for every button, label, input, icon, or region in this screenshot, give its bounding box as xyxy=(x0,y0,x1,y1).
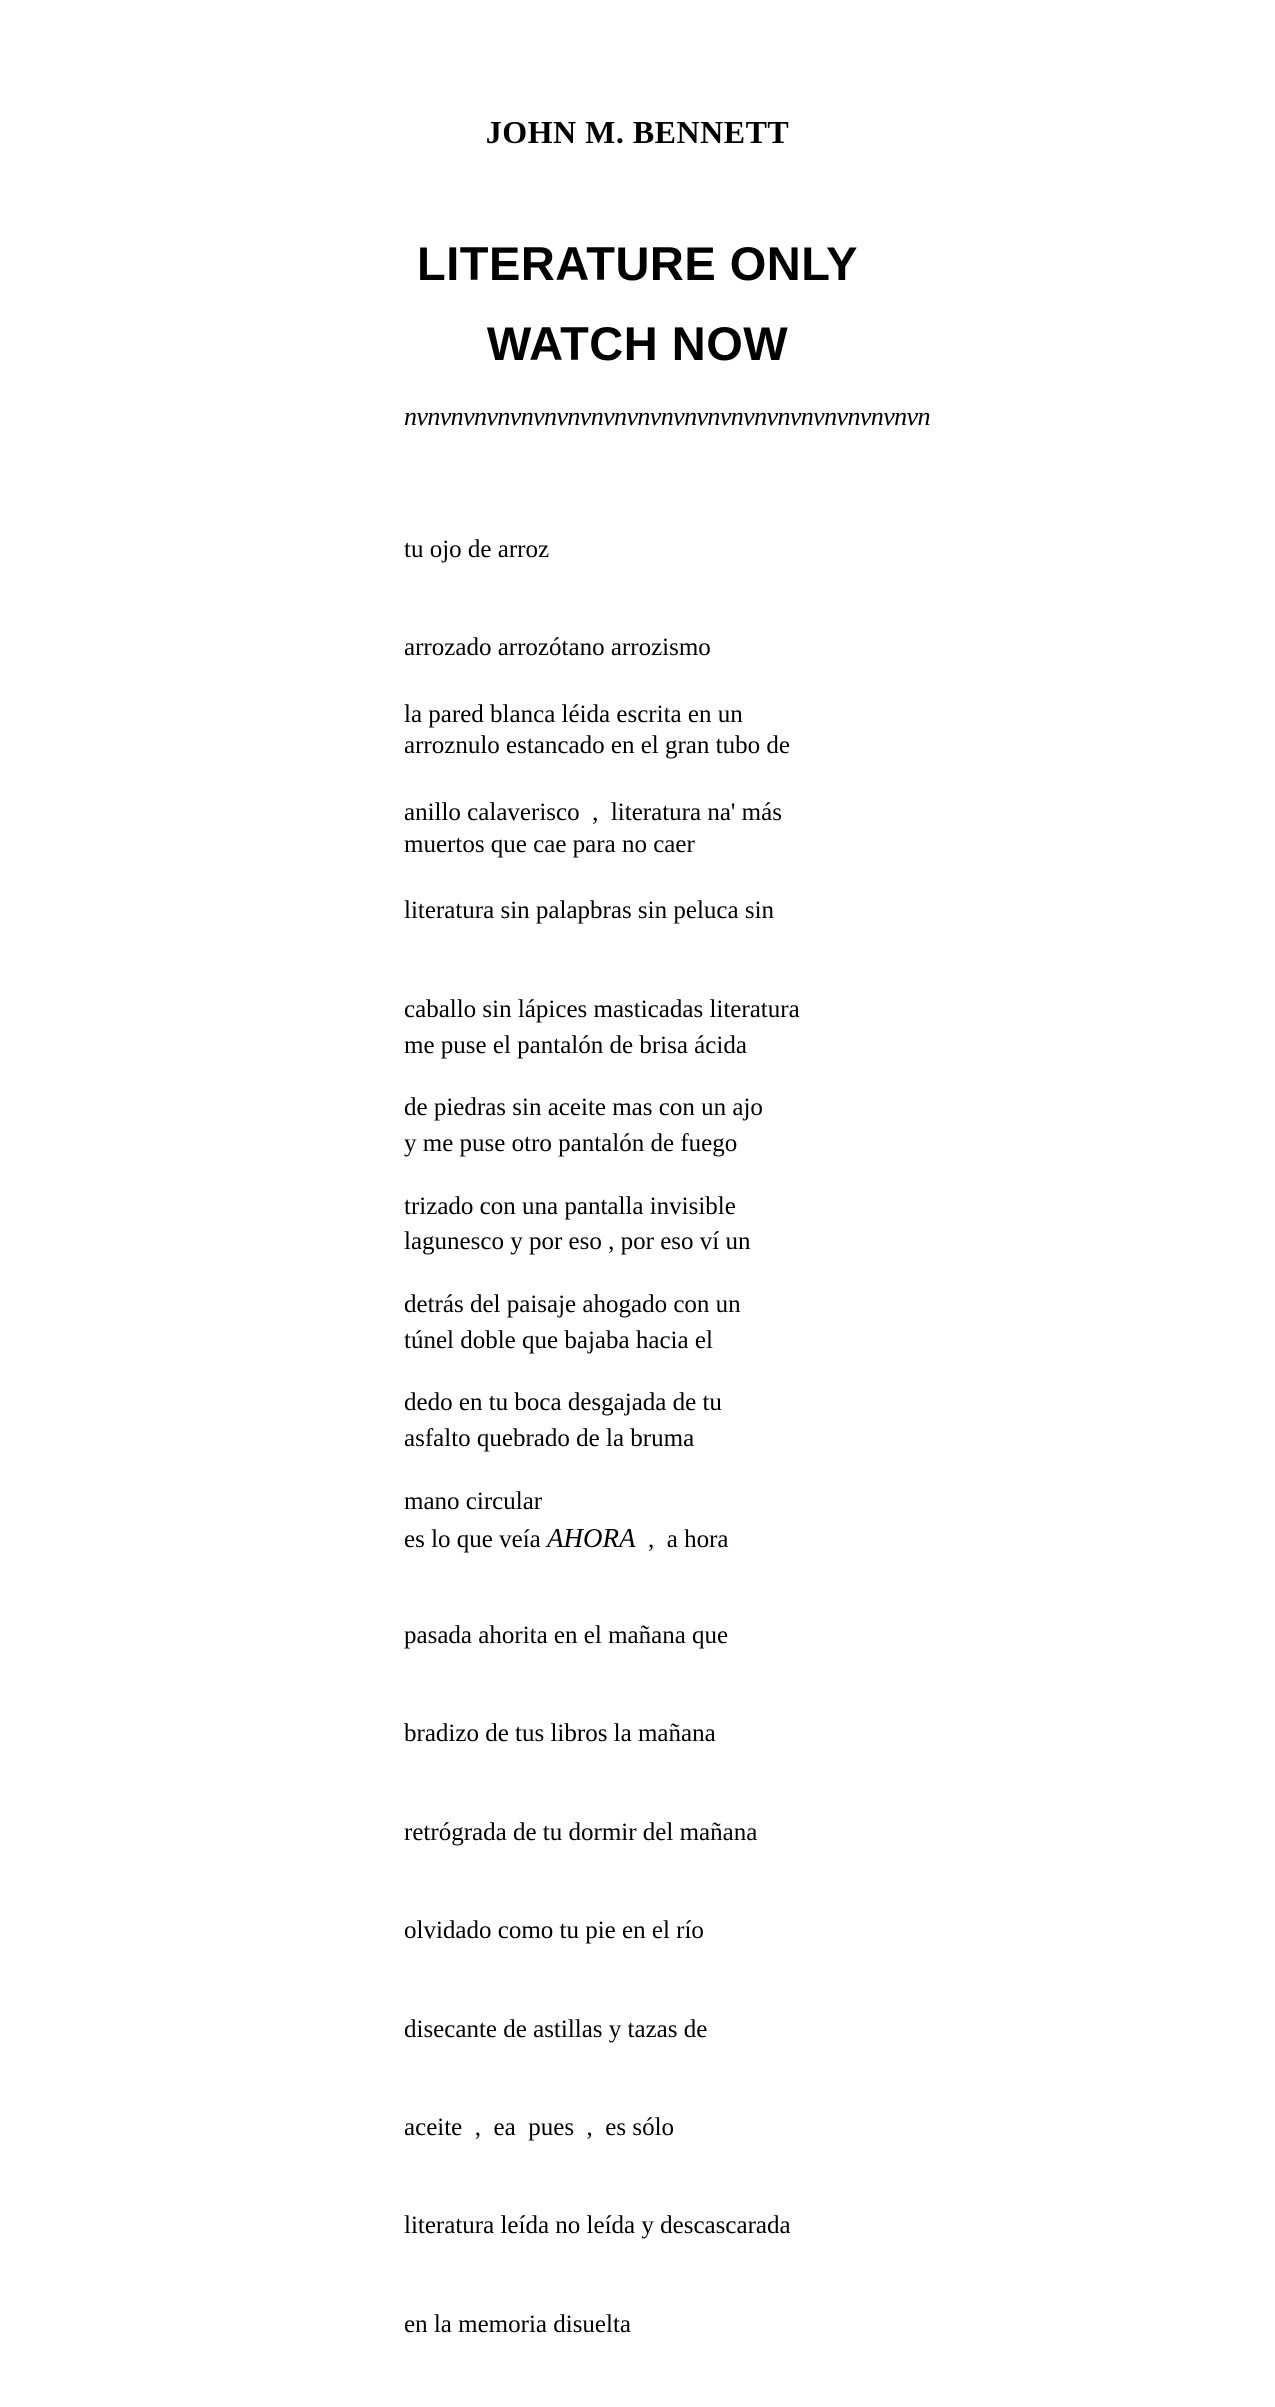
poem-line: olvidado como tu pie en el río xyxy=(404,1917,704,1945)
decorative-divider: nvnvnvnvnvnvnvnvnvnvnvnvnvnvnvnvnvnvnvnvnvnvn xyxy=(404,402,930,431)
poem-line: disecante de astillas y tazas de xyxy=(404,2015,708,2043)
poem-line: mano circular xyxy=(404,1487,543,1515)
poem-line: arrozado arrozótano arrozismo xyxy=(404,633,711,661)
poem-line: detrás del paisaje ahogado con un xyxy=(404,1290,741,1318)
poem-line: bradizo de tus libros la mañana xyxy=(404,1720,716,1748)
poem-line: arroznulo estancado en el gran tubo de xyxy=(404,732,790,760)
poem-line: literatura leída no leída y descascarada xyxy=(404,2212,791,2240)
poem-line: la pared blanca léida escrita en un xyxy=(404,700,743,728)
poem-line-ahora-suffix: , a hora xyxy=(635,1525,729,1553)
poem-line: literatura sin palapbras sin peluca sin xyxy=(404,897,775,925)
poem-line: túnel doble que bajaba hacia el xyxy=(404,1326,713,1354)
title-line-1: LITERATURE ONLY xyxy=(417,237,858,290)
poem-line: pasada ahorita en el mañana que xyxy=(404,1621,729,1649)
poem-line: aceite , ea pues , es sólo xyxy=(404,2113,675,2141)
poem-line-ahora-prefix: es lo que veía xyxy=(404,1525,548,1553)
emphasized-word-ahora: AHORA xyxy=(547,1522,636,1553)
poem-line: en la memoria disuelta xyxy=(404,2310,632,2338)
poem-line: muertos que cae para no caer xyxy=(404,830,695,858)
poem-line: lagunesco y por eso , por eso ví un xyxy=(404,1228,751,1256)
poem-line: anillo calaverisco , literatura na' más xyxy=(404,798,782,826)
poem-stanza-3 xyxy=(404,964,791,2407)
poem-line: asfalto quebrado de la bruma xyxy=(404,1425,695,1453)
poem-line-ahora xyxy=(404,1522,791,1555)
title-line-2: WATCH NOW xyxy=(486,317,789,370)
author-name: JOHN M. BENNETT xyxy=(485,114,790,150)
poem-line: caballo sin lápices masticadas literatura xyxy=(404,995,800,1023)
poem-line: tu ojo de arroz xyxy=(404,535,550,563)
poem-line: de piedras sin aceite mas con un ajo xyxy=(404,1094,763,1122)
poem-line: trizado con una pantalla invisible xyxy=(404,1192,736,1220)
poem-line: dedo en tu boca desgajada de tu xyxy=(404,1389,722,1417)
poem-line: retrógrada de tu dormir del mañana xyxy=(404,1818,758,1846)
poem-line: y me puse otro pantalón de fuego xyxy=(404,1129,738,1157)
poem-line: me puse el pantalón de brisa ácida xyxy=(404,1031,747,1059)
